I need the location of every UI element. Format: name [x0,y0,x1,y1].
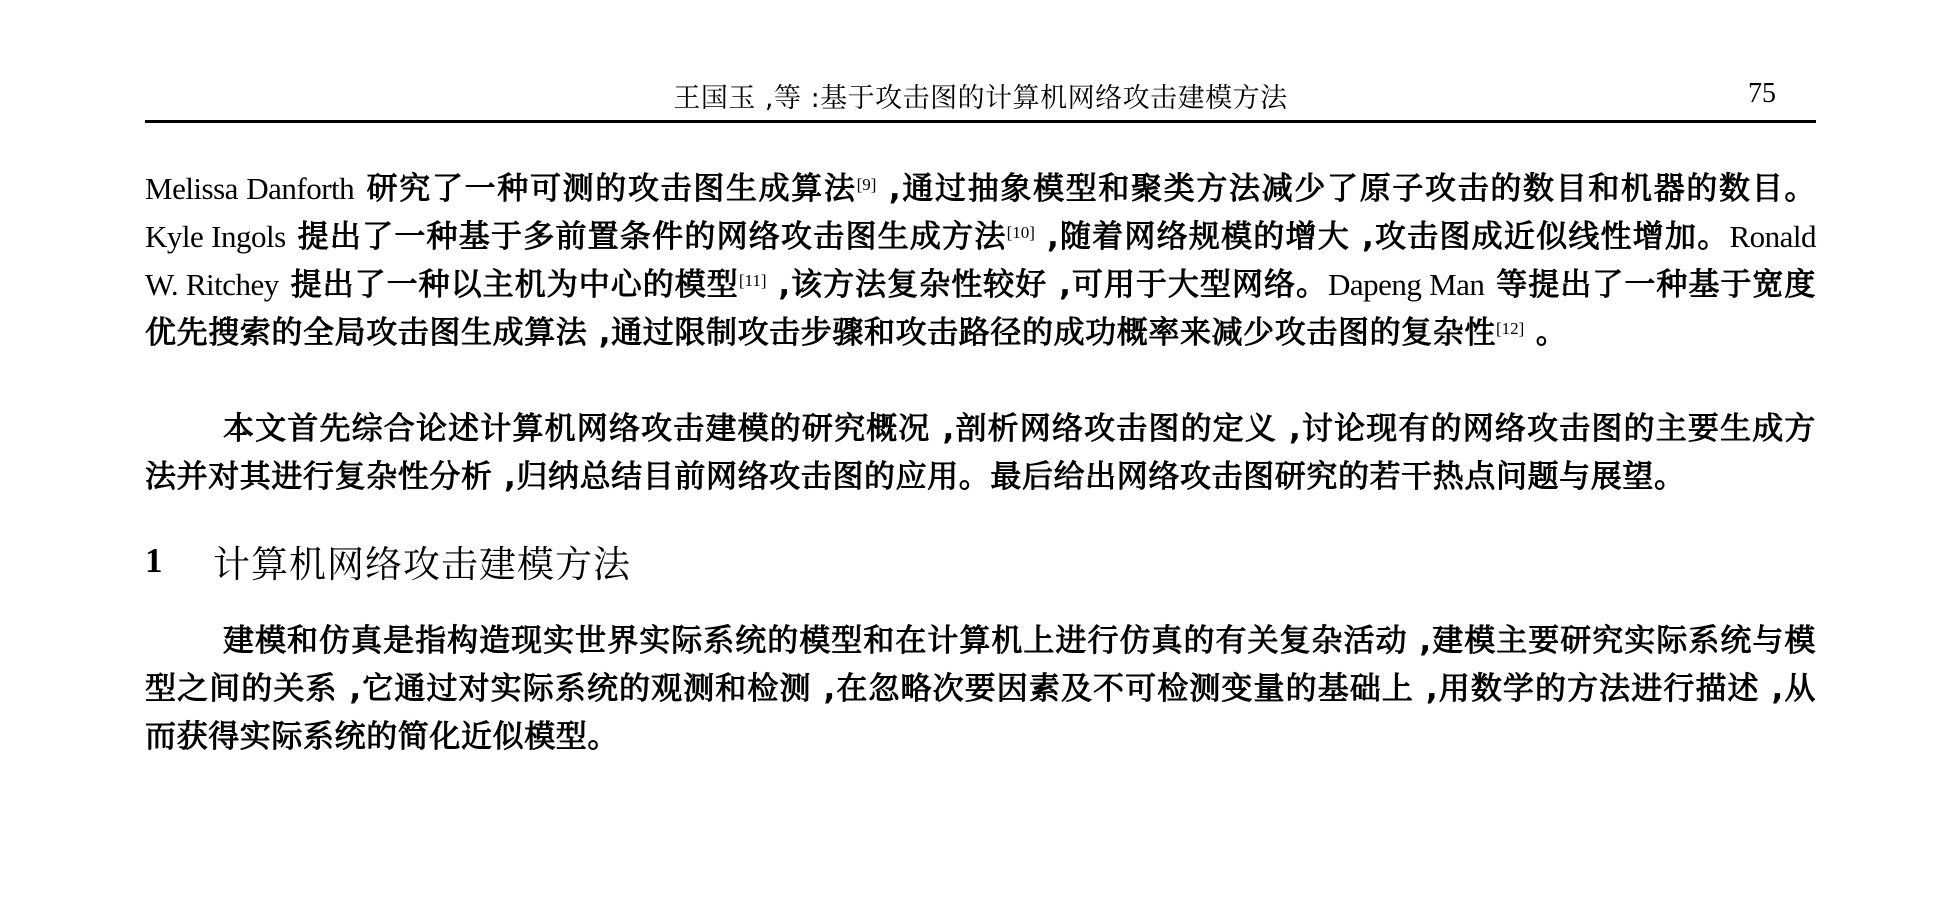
citation: [12] [1495,319,1525,338]
section-title: 计算机网络攻击建模方法 [213,543,631,586]
page-number: 75 [1748,78,1776,109]
author-name: Dapeng Man [1328,267,1485,302]
citation: [9] [856,175,877,194]
sentence-text: 提出了一种基于多前置条件的网络攻击图生成方法 [285,219,1007,255]
running-header [145,70,1816,123]
sentence-text: 。 [1524,315,1568,351]
paragraph-overview: 本文首先综合论述计算机网络攻击建模的研究概况 ,剖析网络攻击图的定义 ,讨论现有的网络攻击图的主要生成方法并对其进行复杂性分析 ,归纳总结目前网络攻击图的应用。最后给出网络攻击图研究的若干热点问题与展望。 [145,411,1816,495]
author-name: Ronald W. Ritchey [145,219,1816,302]
author-name: Kyle Ingols [145,219,286,254]
paragraph-related-work [145,165,1816,405]
author-name: Melissa Danforth [145,171,355,206]
sentence-text: ,该方法复杂性较好 ,可用于大型网络。 [766,267,1329,303]
citation: [10] [1006,223,1035,242]
sentence-text: 等提出了一种基于宽度优先搜索的全局攻击图生成算法 ,通过限制攻击步骤和攻击路径的成功概率来减少攻击图的复杂性 [145,267,1817,351]
sentence-text: ,随着网络规模的增大 ,攻击图成近似线性增加。 [1034,219,1730,255]
body-text [145,165,1816,761]
paragraph-modeling: 建模和仿真是指构造现实世界实际系统的模型和在计算机上进行仿真的有关复杂活动 ,建模主要研究实际系统与模型之间的关系 ,它通过对实际系统的观测和检测 ,在忽略次要因素及不可检测变量的基础上 ,用数学的方法进行描述 ,从而获得实际系统的简化近似模型。 [145,623,1816,755]
running-title: 王国玉 ,等 :基于攻击图的计算机网络攻击建模方法 [673,83,1288,114]
section-heading [145,531,1816,591]
citation: [11] [738,271,767,290]
section-number: 1 [145,541,164,580]
sentence-text: 提出了一种以主机为中心的模型 [278,267,739,303]
sentence-text: 研究了一种可测的攻击图生成算法 [354,171,857,207]
sentence-text: ,通过抽象模型和聚类方法减少了原子攻击的数目和机器的数目。 [876,171,1816,207]
